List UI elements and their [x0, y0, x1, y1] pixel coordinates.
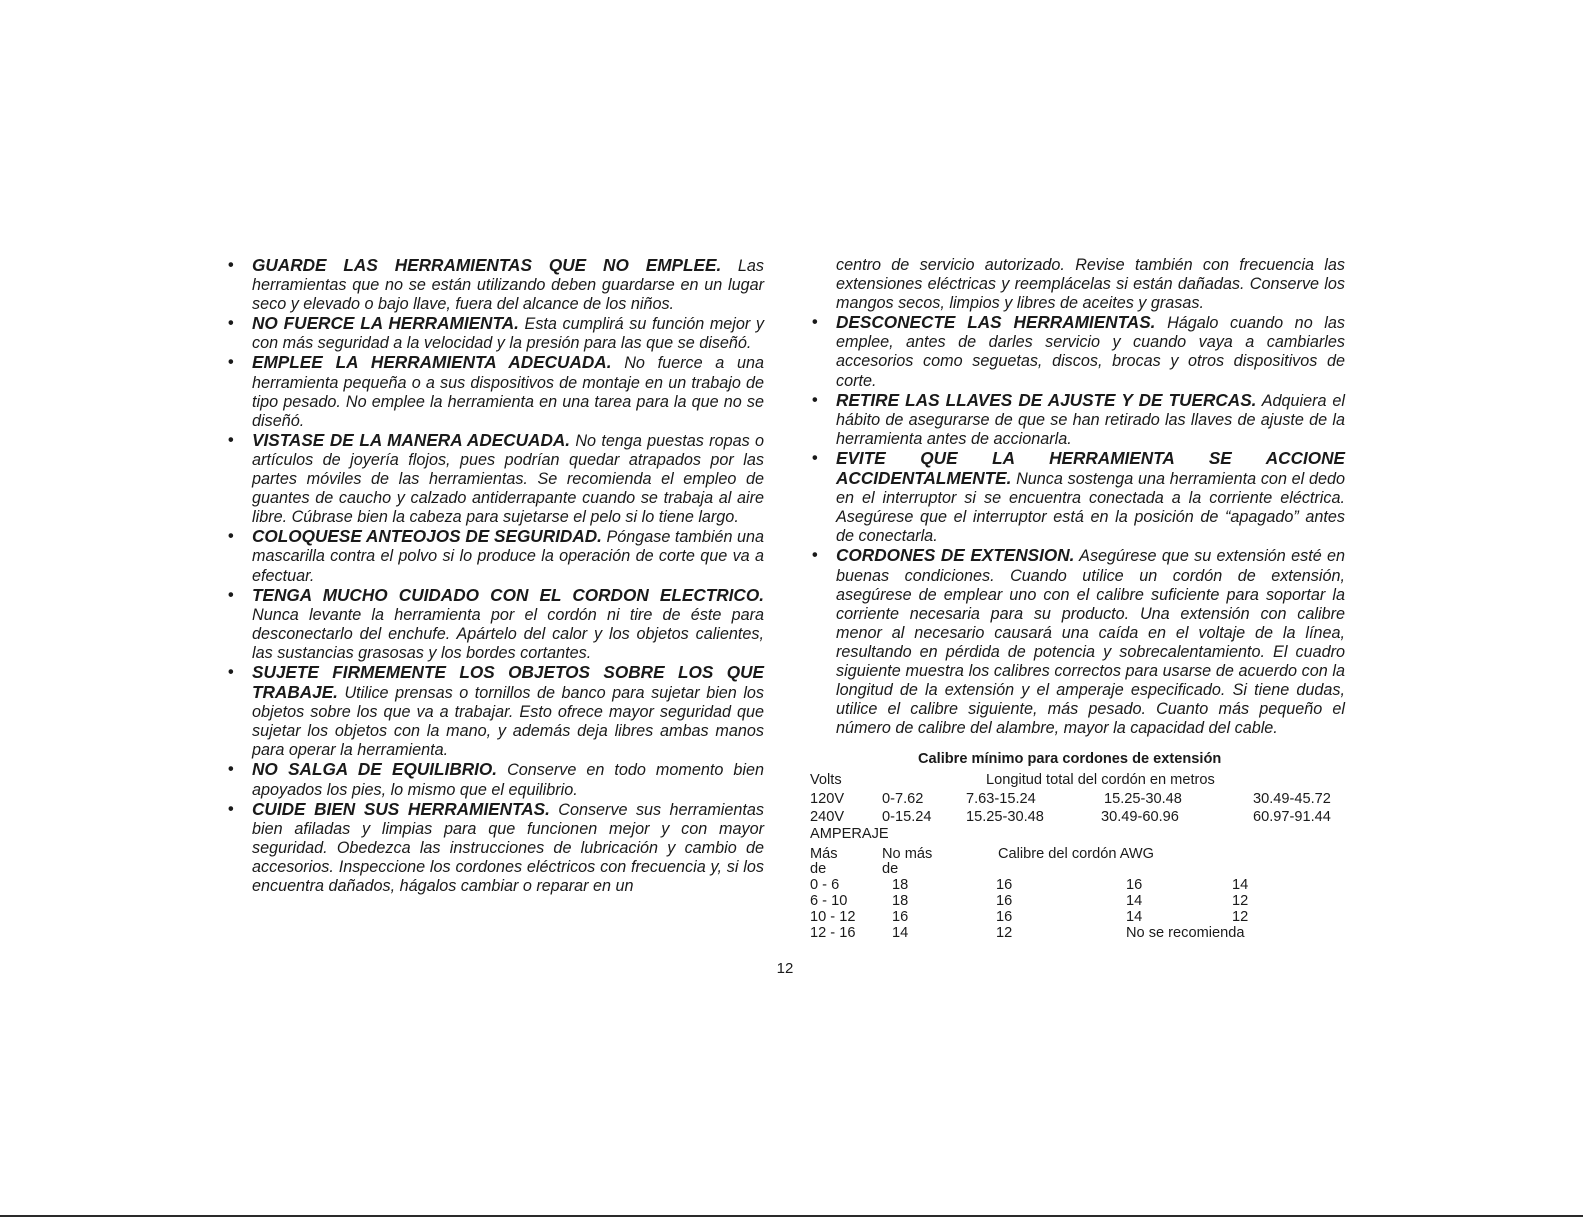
item-heading: VISTASE DE LA MANERA ADECUADA. — [252, 429, 571, 450]
safety-item — [812, 391, 1345, 449]
item-heading: EMPLEE LA HERRAMIENTA ADECUADA. — [252, 352, 612, 373]
mas-label: Más — [810, 846, 838, 862]
item-text: Adquiera el hábito de asegurarse de que se han retirado las llaves de ajuste de la herramienta antes de accionarla. — [836, 391, 1345, 448]
bullet-icon: • — [228, 662, 234, 681]
table-cell: 0-7.62 — [882, 791, 924, 807]
item-text: Nunca levante la herramienta por el cordón ni tire de éste para desconectarlo del enchufe. Apártelo del calor y los objetos calientes, las sustancias grasosas y los bordes cortantes. — [252, 605, 764, 662]
safety-item — [812, 546, 1345, 738]
continuation-text: centro de servicio autorizado. Revise también con frecuencia las extensiones eléctricas y reemplácelas si están dañadas. Conserve los mangos secos, limpios y libres de aceites y grasas. — [836, 256, 1345, 313]
table-cell: 14 — [1126, 893, 1143, 909]
table-cell: 18 — [892, 877, 909, 893]
item-heading: TENGA MUCHO CUIDADO CON EL CORDON ELECTRICO. — [252, 584, 764, 605]
page-number: 12 — [776, 960, 794, 977]
table-cell: 12 — [996, 925, 1013, 941]
table-cell: 12 — [1232, 893, 1249, 909]
table-cell: 16 — [892, 909, 909, 925]
bullet-icon: • — [812, 390, 818, 409]
table-cell: 0 - 6 — [810, 877, 840, 893]
de-label: de — [810, 861, 827, 877]
table-cell: 18 — [892, 893, 909, 909]
item-text: Hágalo cuando no las emplee, antes de darles servicio y cuando vaya a cambiarles accesorios como seguetas, discos, brocas y otros dispositivos de corte. — [836, 314, 1345, 390]
table-cell: 7.63-15.24 — [966, 791, 1036, 807]
safety-item — [812, 313, 1345, 390]
bullet-icon: • — [228, 585, 234, 604]
item-heading: SUJETE FIRMEMENTE LOS OBJETOS SOBRE LOS QUE TRABAJE. — [252, 661, 764, 703]
safety-item — [228, 760, 764, 799]
bullet-icon: • — [228, 430, 234, 449]
table-cell: 0-15.24 — [882, 809, 932, 825]
item-text: Nunca sostenga una herramienta con el dedo en el interruptor si se encuentra conectada a la corriente eléctrica. Asegúrese que el interruptor está en la posición de “apagado” antes de conectarla. — [836, 470, 1345, 546]
table-cell: 240V — [810, 809, 845, 825]
bullet-icon: • — [228, 760, 234, 779]
item-text: Conserve sus herramientas bien afiladas y limpias para que funcionen mejor y con mayor seguridad. Obedezca las instrucciones de lubricación y cambio de accesorios. Inspeccione los cordones eléctricos con frecuencia y, si los encuentra dañados, hágalos cambiar o reparar en un — [252, 800, 764, 895]
amperaje-label: AMPERAJE — [810, 826, 889, 842]
item-text: No tenga puestas ropas o artículos de joyería flojos, pues podrían quedar atrapados por las partes móviles de las herramientas. Se recomienda el empleo de guantes de caucho y calzado antiderrapante cuando se trabaja al aire libre. Cúbrase bien la cabeza para sujetarse el pelo si lo tiene largo. — [252, 431, 764, 527]
safety-item — [228, 353, 764, 430]
table-cell: 12 - 16 — [810, 925, 856, 941]
length-label: Longitud total del cordón en metros — [986, 772, 1215, 788]
item-text: Utilice prensas o tornillos de banco para sujetar bien los objetos sobre los que va a trabajar. Esto ofrece mayor seguridad que sujetar los objetos con la mano, y además deja libres ambas manos para operar la herramienta. — [252, 684, 765, 760]
item-heading: CORDONES DE EXTENSION. — [836, 545, 1075, 566]
right-column — [812, 256, 1345, 738]
awg-label: Calibre del cordón AWG — [998, 846, 1155, 862]
safety-item — [228, 431, 764, 527]
bullet-icon: • — [812, 448, 818, 467]
table-cell: 14 — [892, 925, 909, 941]
item-heading: DESCONECTE LAS HERRAMIENTAS. — [836, 312, 1156, 333]
table-cell: 30.49-60.96 — [1101, 809, 1179, 825]
bullet-icon: • — [228, 256, 234, 274]
table-cell: 14 — [1126, 909, 1143, 925]
table-cell: 16 — [996, 877, 1013, 893]
table-cell: 10 - 12 — [810, 909, 856, 925]
item-text: Las herramientas que no se están utilizando deben guardarse en un lugar seco y elevado o bajo llave, fuera del alcance de los niños. — [252, 257, 765, 314]
table-cell: 14 — [1232, 877, 1249, 893]
table-cell: 16 — [996, 909, 1013, 925]
item-heading: EVITE QUE LA HERRAMIENTA SE ACCIONE ACCIDENTALMENTE. — [836, 447, 1345, 489]
bullet-icon: • — [812, 546, 818, 565]
bullet-icon: • — [812, 313, 818, 332]
page-bottom-rule — [0, 1215, 1583, 1217]
item-text: Esta cumplirá su función mejor y con más seguridad a la velocidad y la presión para las que se diseñó. — [252, 315, 765, 353]
item-heading: COLOQUESE ANTEOJOS DE SEGURIDAD. — [252, 526, 602, 547]
table-cell: 16 — [996, 893, 1013, 909]
table-cell: 30.49-45.72 — [1253, 791, 1331, 807]
item-text: No fuerce a una herramienta pequeña o a sus dispositivos de montaje en un trabajo de tipo pesado. No emplee la herramienta en una tarea para la que no se diseñó. — [252, 354, 765, 430]
item-heading: GUARDE LAS HERRAMIENTAS QUE NO EMPLEE. — [252, 255, 722, 275]
table-cell: 16 — [1126, 877, 1143, 893]
volts-label: Volts — [810, 772, 842, 788]
de-label: de — [882, 861, 899, 877]
safety-item — [812, 449, 1345, 546]
item-heading: RETIRE LAS LLAVES DE AJUSTE Y DE TUERCAS. — [836, 389, 1257, 410]
item-heading: CUIDE BIEN SUS HERRAMIENTAS. — [252, 798, 550, 819]
safety-item — [228, 586, 764, 663]
item-heading: NO FUERCE LA HERRAMIENTA. — [252, 313, 519, 334]
safety-item — [228, 256, 764, 314]
item-text: Asegúrese que su extensión esté en buenas condiciones. Cuando utilice un cordón de extensión, asegúrese de emplear uno con el calibre suficiente para soportar la corriente necesaria para su producto. Una extensión con calibre menor al necesario causará una caída en el voltaje de la línea, resultando en pérdida de potencia y sobrecalentamiento. El cuadro siguiente muestra los calibres correctos para usarse de acuerdo con la longitud de la extensión y el amperaje especificado. Si tiene dudas, utilice el calibre siguiente, más pesado. Cuanto más pequeño el número de calibre del alambre, mayor la capacidad del cable. — [836, 547, 1345, 738]
bullet-icon: • — [228, 527, 234, 546]
table-title: Calibre mínimo para cordones de extensión — [918, 751, 1222, 767]
bullet-icon: • — [228, 353, 234, 372]
item-text: Póngase también una mascarilla contra el polvo si lo produce la operación de corte que va a efectuar. — [252, 528, 765, 585]
no-mas-label: No más — [882, 846, 933, 862]
table-cell: 15.25-30.48 — [1104, 791, 1182, 807]
table-cell: 6 - 10 — [810, 893, 848, 909]
bullet-icon: • — [228, 799, 234, 818]
item-text: Conserve en todo momento bien apoyados los pies, lo mismo que el equilibrio. — [252, 761, 764, 799]
bullet-icon: • — [228, 314, 234, 333]
safety-item — [228, 663, 764, 760]
table-cell: 12 — [1232, 909, 1249, 925]
safety-item — [228, 800, 764, 896]
table-cell: 120V — [810, 791, 845, 807]
left-column — [228, 256, 764, 896]
safety-item — [228, 527, 764, 585]
table-cell: 15.25-30.48 — [966, 809, 1044, 825]
item-heading: NO SALGA DE EQUILIBRIO. — [252, 759, 498, 780]
table-cell: No se recomienda — [1126, 925, 1245, 941]
table-cell: 60.97-91.44 — [1253, 809, 1331, 825]
safety-item — [228, 314, 764, 353]
